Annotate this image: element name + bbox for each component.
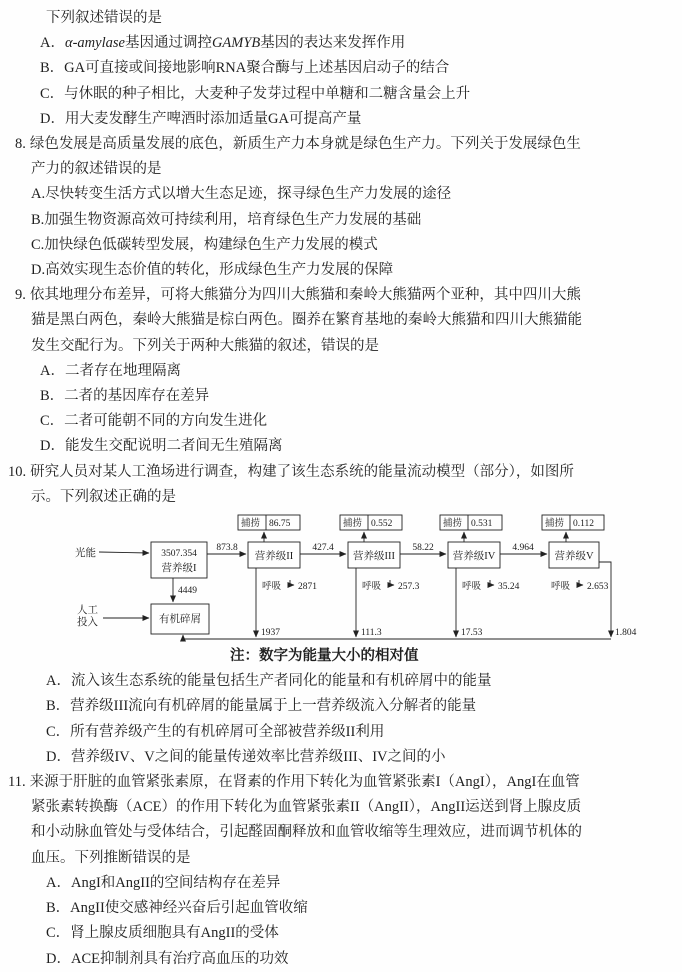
trophic-4-label: 营养级IV bbox=[452, 551, 496, 563]
respiration-2-label: 呼吸 bbox=[262, 582, 282, 593]
q9-number: 9. bbox=[15, 287, 26, 304]
q7-option-a-end: 基因的表达来发挥作用 bbox=[260, 35, 406, 52]
q7-option-a bbox=[40, 31, 672, 56]
diagram-boxes bbox=[151, 515, 604, 634]
light-input-arrow bbox=[99, 552, 149, 553]
q8-stem-line1 bbox=[15, 132, 672, 157]
respiration-4-arrow bbox=[490, 580, 494, 585]
energy-flow-diagram-container bbox=[63, 512, 672, 644]
respiration-3-arrow bbox=[390, 580, 394, 585]
trophic-1-label: 营养级I bbox=[161, 563, 197, 575]
debris-collection-line bbox=[183, 635, 611, 639]
q10-option-a: A．流入该生态系统的能量包括生产者同化的能量和有机碎屑中的能量 bbox=[46, 673, 492, 690]
q11-stem-line1 bbox=[8, 770, 672, 795]
q11-option-d: D．ACE抑制剂具有治疗高血压的功效 bbox=[46, 950, 289, 967]
drop-5-debris-arrow bbox=[599, 562, 611, 637]
question-7 bbox=[15, 6, 672, 132]
q10-option-b: B．营养级III流向有机碎屑的能量属于上一营养级流入分解者的能量 bbox=[46, 698, 477, 715]
q11-stem-line4: 血压。下列推断错误的是 bbox=[31, 849, 191, 866]
q9-option-c: C．二者可能朝不同的方向发生进化 bbox=[40, 413, 268, 430]
harvest-5-value: 0.112 bbox=[573, 519, 595, 530]
harvest-4-value: 0.531 bbox=[471, 519, 493, 530]
q9-stem-line1 bbox=[15, 283, 672, 308]
q8-option-a: A.尽快转变生活方式以增大生态足迹，探寻绿色生产力发展的途径 bbox=[31, 186, 452, 203]
flow-3-4-value: 58.22 bbox=[412, 543, 434, 554]
q9-option-d: D．能发生交配说明二者间无生殖隔离 bbox=[40, 438, 283, 455]
trophic-3-label: 营养级III bbox=[353, 551, 395, 563]
drop-4-value: 17.53 bbox=[461, 628, 483, 639]
harvest-box-dividers bbox=[266, 515, 570, 530]
respiration-5-arrow bbox=[579, 580, 583, 585]
diagram-note: 注：数字为能量大小的相对值 bbox=[230, 648, 419, 665]
respiration-5-value: 2.653 bbox=[587, 582, 609, 593]
trophic-5-label: 营养级V bbox=[554, 551, 594, 563]
trophic-2-label: 营养级II bbox=[254, 551, 294, 563]
drop-2-value: 1937 bbox=[261, 628, 280, 639]
flow-4-5-value: 4.964 bbox=[512, 543, 534, 554]
flow-1-2-value: 873.8 bbox=[216, 543, 238, 554]
question-8 bbox=[15, 132, 672, 283]
question-9 bbox=[15, 283, 672, 459]
q9-stem-line2: 猫是黑白两色，秦岭大熊猫是棕白两色。圈养在繁育基地的秦岭大熊猫和四川大熊猫能 bbox=[31, 312, 582, 329]
q11-option-c: C．肾上腺皮质细胞具有AngII的受体 bbox=[46, 925, 279, 942]
question-10 bbox=[8, 460, 672, 770]
harvest-4-label: 捕捞 bbox=[443, 519, 463, 530]
q9-stem-text: 依其地理分布差异，可将大熊猫分为四川大熊猫和秦岭大熊猫两个亚种，其中四川大熊 bbox=[29, 287, 581, 304]
gene-name-alpha-amylase: α-amylase bbox=[64, 35, 125, 52]
q11-stem-text: 来源于肝脏的血管紧张素原，在肾素的作用下转化为血管紧张素I（AngI），AngI在血管 bbox=[29, 774, 580, 791]
gene-name-gamyb: GAMYB bbox=[211, 35, 261, 52]
question-11 bbox=[8, 770, 672, 972]
q7-option-d: D．用大麦发酵生产啤酒时添加适量GA可提高产量 bbox=[40, 110, 362, 127]
q7-option-a-mid: 基因通过调控 bbox=[124, 35, 212, 52]
light-energy-label: 光能 bbox=[75, 548, 96, 560]
flow-1-debris-value: 4449 bbox=[178, 586, 197, 597]
q11-option-a: A．AngI和AngII的空间结构存在差异 bbox=[46, 874, 281, 891]
respiration-3-label: 呼吸 bbox=[362, 582, 382, 593]
respiration-4-value: 35.24 bbox=[498, 582, 520, 593]
artificial-input-label-2: 投入 bbox=[77, 617, 98, 629]
drop-3-value: 111.3 bbox=[361, 628, 382, 639]
q8-option-c: C.加快绿色低碳转型发展，构建绿色生产力发展的模式 bbox=[31, 236, 378, 253]
respiration-3-value: 257.3 bbox=[398, 582, 420, 593]
q9-stem-line3: 发生交配行为。下列关于两种大熊猫的叙述，错误的是 bbox=[31, 337, 379, 354]
drop-5-value: 1.804 bbox=[615, 628, 637, 639]
q8-option-d: D.高效实现生态价值的转化，形成绿色生产力发展的保障 bbox=[31, 262, 394, 279]
q7-option-a-prefix: A． bbox=[40, 35, 65, 52]
q10-stem-line2: 示。下列叙述正确的是 bbox=[31, 488, 176, 505]
respiration-2-value: 2871 bbox=[298, 582, 317, 593]
harvest-3-label: 捕捞 bbox=[343, 519, 363, 530]
q7-option-c: C．与休眠的种子相比，大麦种子发芽过程中单糖和二糖含量会上升 bbox=[40, 85, 471, 102]
harvest-2-value: 86.75 bbox=[269, 519, 291, 530]
trophic-1-value: 3507.354 bbox=[161, 549, 197, 560]
harvest-2-label: 捕捞 bbox=[241, 519, 261, 530]
respiration-4-label: 呼吸 bbox=[462, 582, 482, 593]
q9-option-a: A．二者存在地理隔离 bbox=[40, 362, 181, 379]
q7-option-b: B．GA可直接或间接地影响RNA聚合酶与上述基因启动子的结合 bbox=[40, 60, 450, 77]
q11-number: 11. bbox=[8, 774, 26, 791]
q10-number: 10. bbox=[8, 463, 27, 480]
q11-stem-line3: 和小动脉血管处与受体结合，引起醛固酮释放和血管收缩等生理效应，进而调节机体的 bbox=[31, 824, 582, 841]
respiration-2-arrow bbox=[290, 580, 294, 585]
artificial-input-label-1: 人工 bbox=[77, 605, 98, 617]
q8-stem-text: 绿色发展是高质量发展的底色，新质生产力本身就是绿色生产力。下列关于发展绿色生 bbox=[29, 136, 581, 153]
organic-debris-label: 有机碎屑 bbox=[159, 614, 201, 626]
q10-option-c: C．所有营养级产生的有机碎屑可全部被营养级II利用 bbox=[46, 723, 385, 740]
harvest-5-label: 捕捞 bbox=[545, 519, 565, 530]
q8-number: 8. bbox=[15, 136, 26, 153]
q7-stem: 下列叙述错误的是 bbox=[46, 10, 162, 26]
harvest-3-value: 0.552 bbox=[371, 519, 393, 530]
energy-flow-diagram bbox=[63, 512, 663, 644]
q8-option-b: B.加强生物资源高效可持续利用，培育绿色生产力发展的基础 bbox=[31, 211, 422, 228]
q11-option-b: B．AngII使交感神经兴奋后引起血管收缩 bbox=[46, 900, 308, 917]
flow-2-3-value: 427.4 bbox=[312, 543, 334, 554]
respiration-5-label: 呼吸 bbox=[551, 582, 571, 593]
q8-stem-line2: 产力的叙述错误的是 bbox=[31, 161, 162, 178]
q9-option-b: B．二者的基因库存在差异 bbox=[40, 388, 210, 405]
q11-stem-line2: 紧张素转换酶（ACE）的作用下转化为血管紧张素II（AngII），AngII运送到肾上腺皮质 bbox=[31, 799, 582, 816]
q10-stem-text: 研究人员对某人工渔场进行调查，构建了该生态系统的能量流动模型（部分），如图所 bbox=[30, 463, 574, 480]
q10-option-d: D．营养级IV、V之间的能量传递效率比营养级III、IV之间的小 bbox=[46, 748, 446, 765]
q10-stem-line1 bbox=[8, 460, 672, 485]
